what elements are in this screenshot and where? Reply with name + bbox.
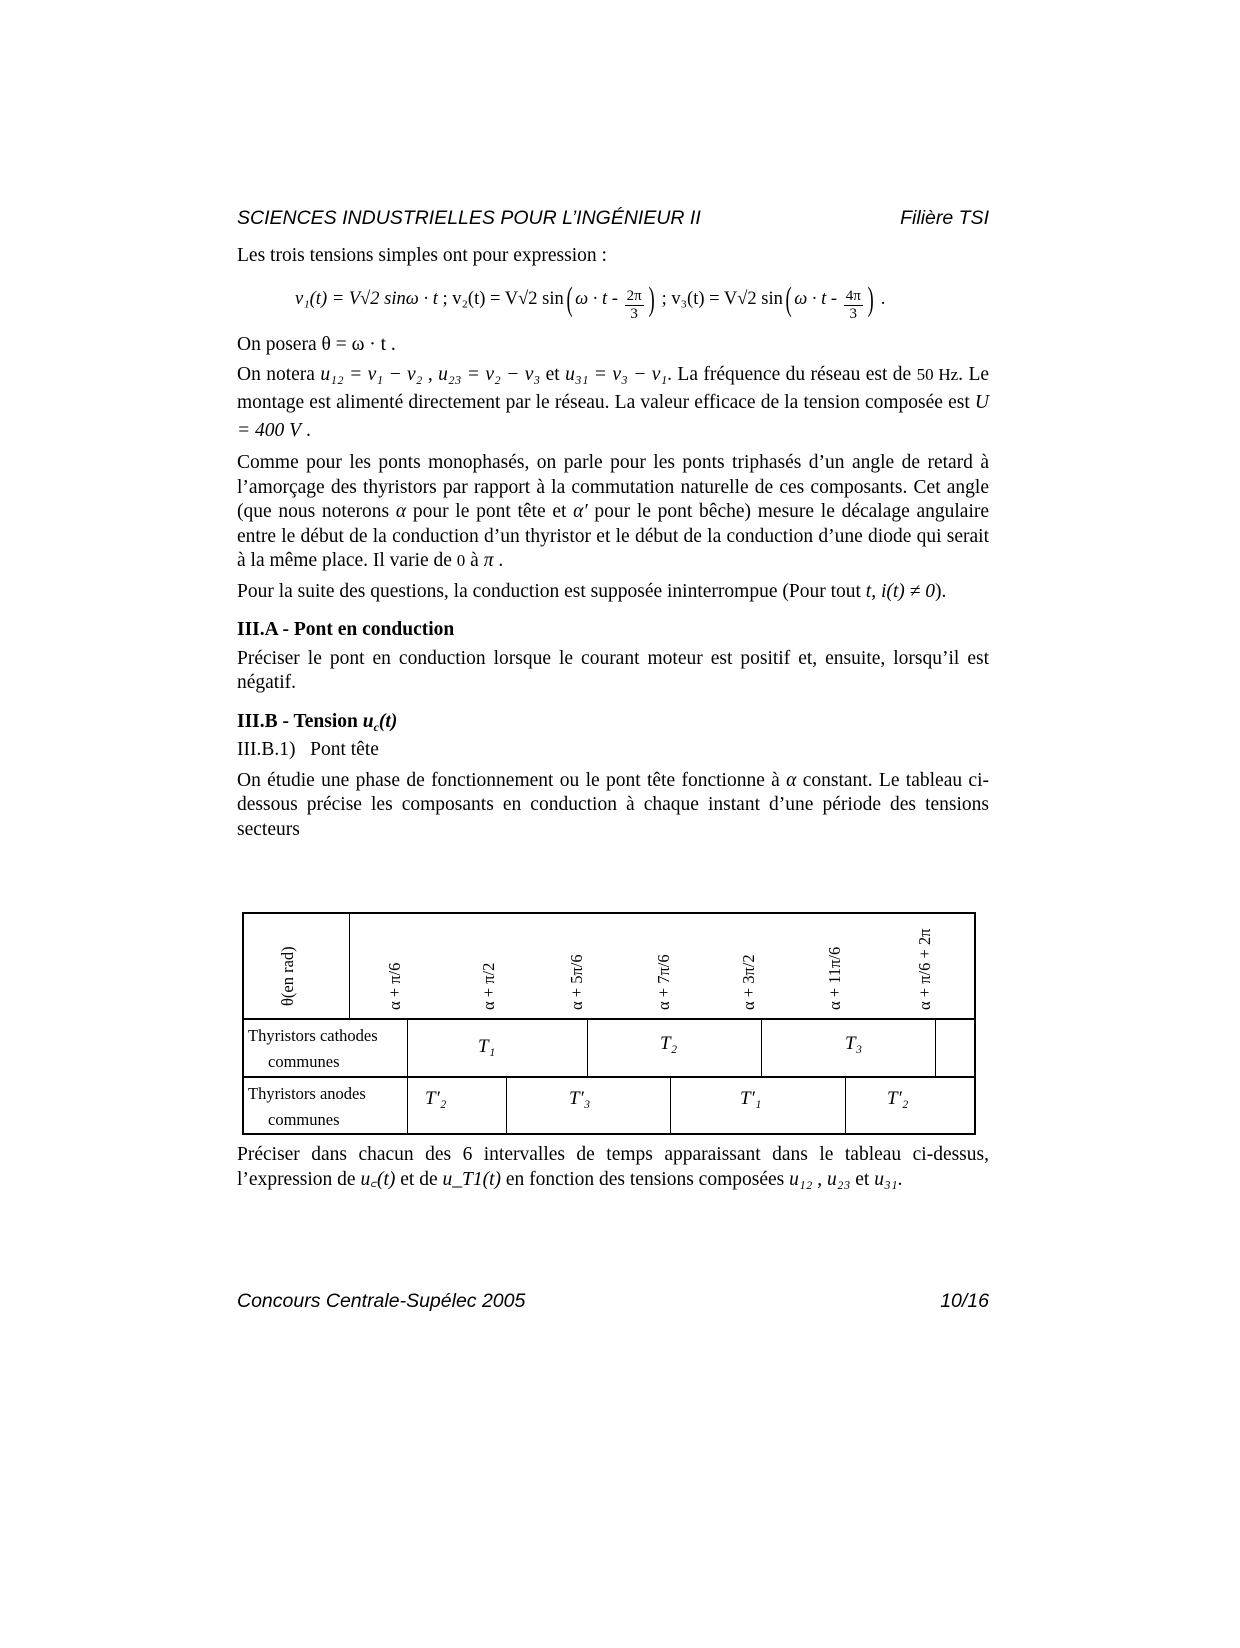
header-stream: Filière TSI (900, 207, 989, 229)
eq-v2-arg: ω · t - (575, 288, 618, 309)
eq-v1: v₁(t) = V√2 sinω · t (295, 288, 438, 309)
angle-label-7: α + π/6 + 2π (915, 928, 934, 1010)
eq-v2-prefix: ; v₂(t) = V√2 sin (442, 288, 564, 309)
theta-axis-label: θ(en rad) (278, 946, 297, 1006)
intro-text: Les trois tensions simples ont pour expression : (237, 245, 607, 266)
cathode-cell-1: T₁ (478, 1036, 496, 1057)
section-b-text: On étudie une phase de fonctionnement ou le pont tête fonctionne à α constant. Le tableau ci-dessous précise les composants en conduction à chaque instant d’une période des tensions secteurs (237, 769, 990, 840)
ut1-expression: u_T1(t) (442, 1169, 501, 1190)
conduction-table (242, 912, 976, 1135)
cathode-cell-3: T₃ (845, 1033, 863, 1054)
angle-label-6: α + 11π/6 (825, 946, 844, 1010)
eq-v3-num: 4π (845, 287, 861, 304)
rms-voltage-value: U = 400 V (237, 392, 989, 441)
composed-voltages-list: u₁₂ , u₂₃ (789, 1169, 851, 1190)
header-title: SCIENCES INDUSTRIELLES POUR L’INGÉNIEUR II (237, 207, 701, 229)
anode-cell-3: T′₁ (740, 1088, 762, 1109)
voltage-equations: v₁(t) = V√2 sinω · t ; v₂(t) = V√2 sin( ω · t - $\frac{2\pi}{3}$ ) ; v₃(t) = V√2 sin( ω · t - $\frac{4\pi}{3}$ ) . (295, 280, 886, 322)
eq-v2-den: 3 (630, 305, 638, 322)
page-content (237, 244, 989, 842)
final-paragraph: Préciser dans chacun des 6 intervalles de temps apparaissant dans le tableau ci-dessus, l’expression de u꜀(t) et de u_T1(t) en fonction des tensions composées u₁₂ , u₂₃ et u₃₁. (237, 1144, 989, 1190)
eq-v2-num: 2π (626, 287, 642, 304)
angle-label-5: α + 3π/2 (739, 954, 758, 1010)
row2-label-line1: Thyristors anodes (248, 1084, 366, 1103)
angle-paragraph: Comme pour les ponts monophasés, on parle pour les ponts triphasés d’un angle de retard à l’amorçage des thyristors par rapport à la commutation naturelle de ces composants. Cet angle (que nous noterons α pour le pont tête et α′ pour le pont bêche) mesure le décalage angulaire entre le début de la conduction d’un thyristor et le début de la conduction d’une diode qui serait à la même place. Il varie de 0 à π . (237, 452, 990, 571)
section-a-text: Préciser le pont en conduction lorsque le courant moteur est positif et, ensuite, lorsqu’il est négatif. (237, 647, 989, 693)
anode-cell-4: T′₂ (887, 1088, 909, 1109)
angle-label-3: α + 5π/6 (567, 954, 586, 1010)
anode-cell-1: T′₂ (425, 1088, 447, 1109)
section-a-title: III.A - Pont en conduction (237, 619, 455, 640)
row2-label-line2: communes (268, 1110, 340, 1129)
u12-u23-definition: u₁₂ = v₁ − v₂ , u₂₃ = v₂ − v₃ (320, 364, 541, 385)
anode-cell-2: T′₃ (569, 1088, 591, 1109)
eq-v2-fraction (625, 288, 644, 323)
page-number: 10/16 (940, 1290, 989, 1312)
uc-expression: u꜀(t) (360, 1169, 396, 1190)
angle-label-1: α + π/6 (385, 962, 404, 1010)
row1-label-line2: communes (268, 1052, 340, 1071)
eq-v3-prefix: ; v₃(t) = V√2 sin (661, 288, 783, 309)
conduction-paragraph: Pour la suite des questions, la conduction est supposée ininterrompue (Pour tout t, i(t) ≠ 0). (237, 580, 947, 602)
eq-v3-fraction (844, 288, 863, 323)
section-b-title: III.B - Tension $u_c(t)$ (237, 710, 398, 734)
theta-definition: On posera θ = ω · t . (237, 333, 396, 355)
eq-v3-den: 3 (849, 305, 857, 322)
footer-contest: Concours Centrale-Supélec 2005 (237, 1290, 526, 1312)
frequency-value: 50 Hz (916, 365, 959, 384)
angle-label-2: α + π/2 (479, 962, 498, 1010)
angle-label-4: α + 7π/6 (654, 954, 673, 1010)
eq-v3-arg: ω · t - (794, 288, 838, 309)
u31-definition: u₃₁ = v₃ − v₁ (565, 364, 668, 385)
subsection-b1-title: III.B.1) Pont tête (237, 739, 379, 760)
cathode-cell-2: T₂ (660, 1033, 678, 1054)
notation-paragraph: On notera u₁₂ = v₁ − v₂ , u₂₃ = v₂ − v₃ et u₃₁ = v₃ − v₁. La fréquence du réseau est de 50 Hz. Le montage est alimenté directement par le réseau. La valeur efficace de la tension composée est U = 400 V . (237, 364, 990, 441)
row1-label-line1: Thyristors cathodes (248, 1026, 378, 1045)
